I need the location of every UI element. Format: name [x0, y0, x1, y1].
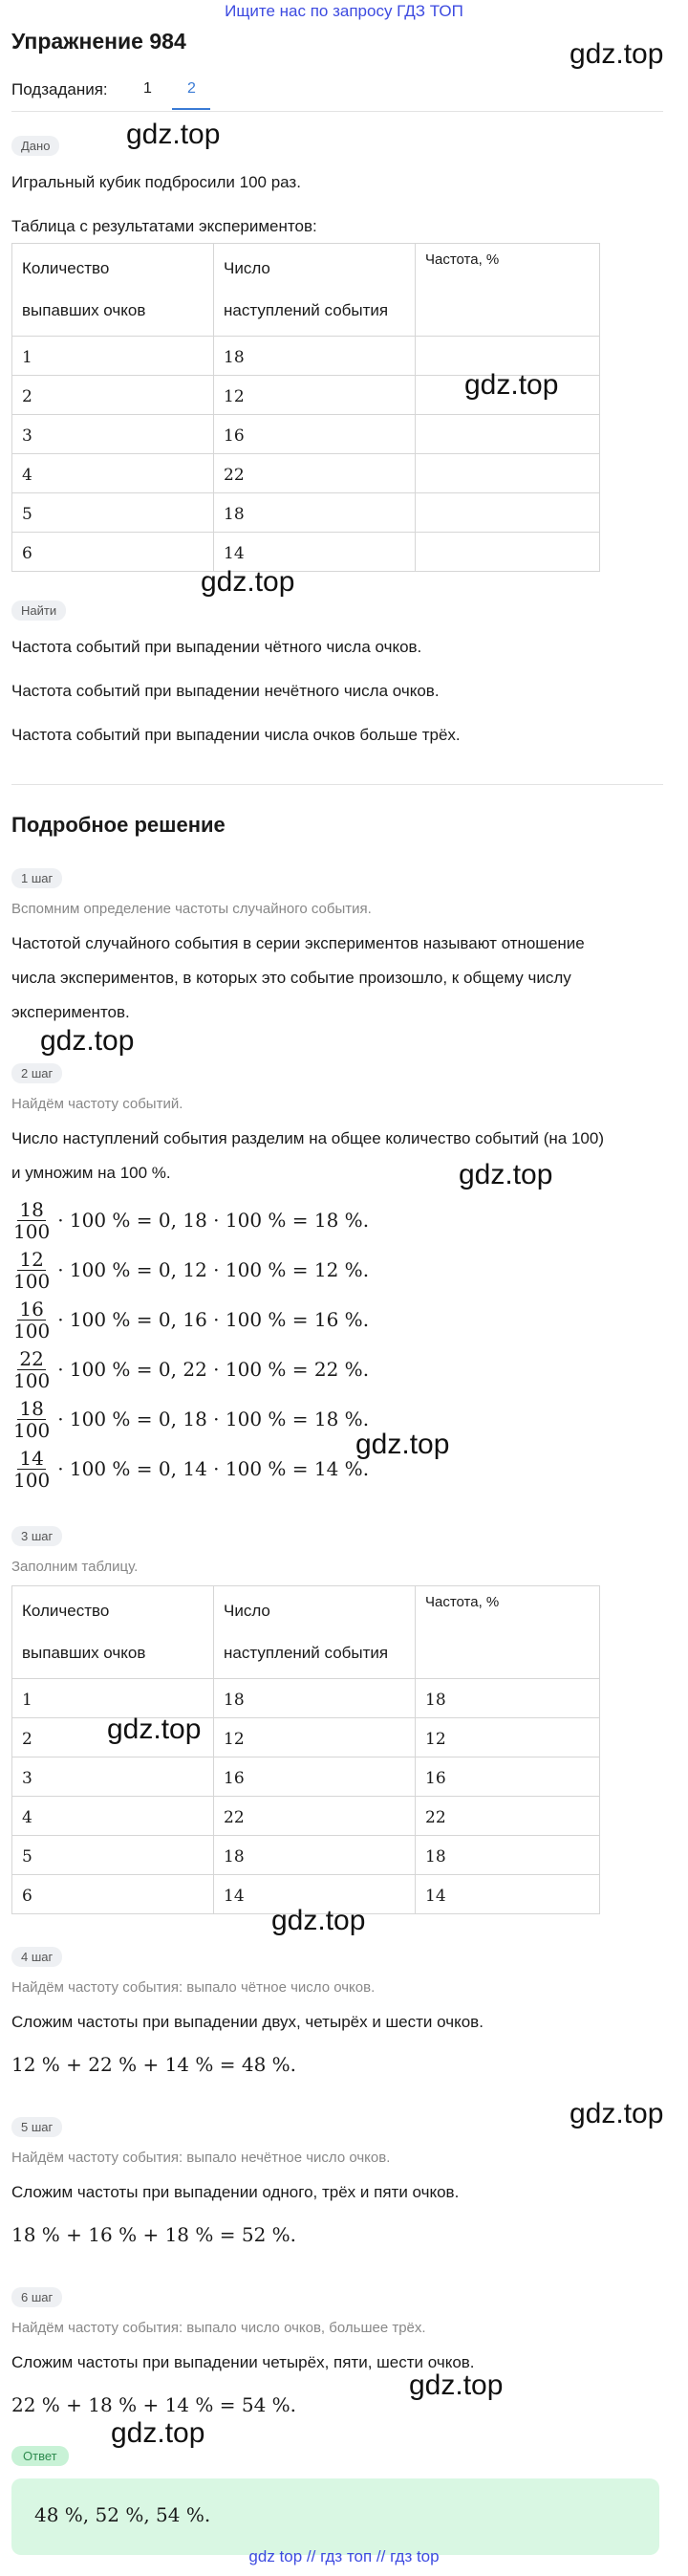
find-item: Частота событий при выпадении чётного числа очков. — [11, 638, 422, 656]
step-hint: Найдём частоту события: выпало нечётное число очков. — [11, 2150, 391, 2166]
step-hint: Найдём частоту события: выпало чётное число очков. — [11, 1979, 376, 1996]
divider — [11, 111, 663, 112]
formula: $\frac{18}{100}$ · 100 % = 0, 18 · 100 % = 18 %. — [13, 1396, 370, 1442]
step-text: Сложим частоты при выпадении четырёх, пяти, шести очков. — [11, 2353, 475, 2371]
watermark: gdz.top — [40, 1025, 135, 1057]
formula: $\frac{16}{100}$ · 100 % = 0, 16 · 100 % = 16 %. — [13, 1297, 370, 1343]
header-count: Число наступлений события — [214, 244, 416, 337]
formula: 18 % + 16 % + 18 % = 52 %. — [11, 2223, 297, 2246]
table-row: 5 18 — [12, 493, 600, 533]
answer-chip: Ответ — [11, 2446, 69, 2466]
subtask-tab-1[interactable]: 1 — [143, 80, 152, 97]
subtask-tab-2[interactable]: 2 — [187, 80, 196, 97]
table-row: 1 18 18 — [12, 1679, 600, 1718]
table-header-row — [12, 244, 600, 337]
step-chip: 1 шаг — [11, 868, 62, 888]
watermark: gdz.top — [201, 566, 295, 598]
step-hint: Заполним таблицу. — [11, 1559, 139, 1575]
header-points: Количество выпавших очков — [12, 1586, 214, 1679]
table-row: 1 18 — [12, 337, 600, 376]
watermark: gdz.top — [111, 2417, 205, 2449]
watermark: gdz.top — [570, 38, 664, 70]
table-row: 6 14 14 — [12, 1875, 600, 1914]
formula: 12 % + 22 % + 14 % = 48 %. — [11, 2053, 297, 2076]
step-chip: 5 шаг — [11, 2117, 62, 2137]
table-header-row — [12, 1586, 600, 1679]
step-text: Частотой случайного события в серии экспериментов называют отношение — [11, 934, 585, 952]
subtasks-label: Подзадания: — [11, 80, 108, 98]
formula: 22 % + 18 % + 14 % = 54 %. — [11, 2393, 297, 2416]
formula: $\frac{14}{100}$ · 100 % = 0, 14 · 100 % = 14 %. — [13, 1446, 370, 1492]
table-row: 2 12 — [12, 376, 600, 415]
active-tab-indicator — [172, 108, 210, 110]
formula: $\frac{18}{100}$ · 100 % = 0, 18 · 100 % = 18 %. — [13, 1197, 370, 1243]
watermark: gdz.top — [126, 119, 221, 150]
watermark: gdz.top — [409, 2369, 504, 2401]
step-text: экспериментов. — [11, 1003, 130, 1021]
step-text: Сложим частоты при выпадении одного, трёх и пяти очков. — [11, 2183, 460, 2201]
watermark: gdz.top — [107, 1714, 202, 1745]
step-text: и умножим на 100 %. — [11, 1164, 171, 1182]
header-frequency: Частота, % — [416, 244, 600, 337]
table-caption: Таблица с результатами экспериментов: — [11, 217, 317, 235]
answer-text: 48 %, 52 %, 54 %. — [34, 2503, 211, 2526]
header-frequency: Частота, % — [416, 1586, 600, 1679]
watermark: gdz.top — [464, 369, 559, 401]
find-chip: Найти — [11, 600, 66, 621]
formula: $\frac{22}{100}$ · 100 % = 0, 22 · 100 % = 22 %. — [13, 1346, 370, 1392]
step-chip: 2 шаг — [11, 1063, 62, 1083]
results-table — [11, 243, 600, 572]
table-row: 6 14 — [12, 533, 600, 572]
step-chip: 6 шаг — [11, 2287, 62, 2307]
table-row: 4 22 22 — [12, 1797, 600, 1836]
step-text: числа экспериментов, в которых это событие произошло, к общему числу — [11, 969, 571, 987]
filled-results-table — [11, 1585, 600, 1914]
table-row: 3 16 16 — [12, 1757, 600, 1797]
step-text: Число наступлений события разделим на общее количество событий (на 100) — [11, 1129, 604, 1147]
footer-links[interactable]: gdz top // гдз топ // гдз top — [248, 2547, 440, 2565]
answer-box — [11, 2478, 659, 2555]
header-points: Количество выпавших очков — [12, 244, 214, 337]
step-chip: 4 шаг — [11, 1947, 62, 1967]
table-row: 2 12 12 — [12, 1718, 600, 1757]
solution-heading: Подробное решение — [11, 813, 226, 837]
table-row: 4 22 — [12, 454, 600, 493]
find-item: Частота событий при выпадении числа очков больше трёх. — [11, 726, 461, 744]
step-hint: Найдём частоту события: выпало число очков, большее трёх. — [11, 2320, 426, 2336]
table-row: 5 18 18 — [12, 1836, 600, 1875]
divider — [11, 784, 663, 785]
watermark: gdz.top — [271, 1905, 366, 1936]
step-text: Сложим частоты при выпадении двух, четырёх и шести очков. — [11, 2013, 484, 2031]
watermark: gdz.top — [355, 1429, 450, 1460]
given-text: Игральный кубик подбросили 100 раз. — [11, 173, 301, 191]
header-count: Число наступлений события — [214, 1586, 416, 1679]
given-chip: Дано — [11, 136, 59, 156]
watermark: gdz.top — [459, 1159, 553, 1190]
find-item: Частота событий при выпадении нечётного числа очков. — [11, 682, 440, 700]
formula: $\frac{12}{100}$ · 100 % = 0, 12 · 100 % = 12 %. — [13, 1247, 370, 1293]
step-hint: Найдём частоту событий. — [11, 1096, 183, 1112]
page-title: Упражнение 984 — [11, 29, 186, 54]
watermark: gdz.top — [570, 2098, 664, 2129]
top-search-banner[interactable]: Ищите нас по запросу ГДЗ ТОП — [225, 2, 463, 20]
step-hint: Вспомним определение частоты случайного события. — [11, 901, 372, 917]
step-chip: 3 шаг — [11, 1526, 62, 1546]
table-row: 3 16 — [12, 415, 600, 454]
